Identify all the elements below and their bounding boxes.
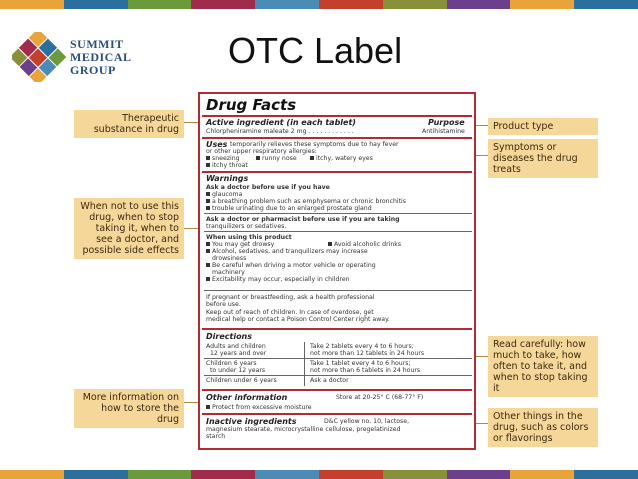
color-bar-segment xyxy=(191,470,255,479)
uses-heading: Uses xyxy=(206,140,228,149)
callout-more-info: More information on how to store the drug xyxy=(74,389,184,428)
uses-item: sneezing xyxy=(206,155,240,162)
divider-pregnant xyxy=(204,290,472,291)
uses-item: runny nose xyxy=(256,155,297,162)
summit-medical-group-logo xyxy=(12,32,132,82)
when-using-item: Excitability may occur, especially in children xyxy=(206,276,350,283)
other-store-line: Store at 20-25° C (68-77° F) xyxy=(336,394,424,401)
color-bar-segment xyxy=(191,0,255,9)
when-using-item: Avoid alcoholic drinks xyxy=(328,241,401,248)
color-bar-segment xyxy=(64,0,128,9)
color-bar-segment xyxy=(128,0,192,9)
connector-product-type xyxy=(474,125,488,126)
callout-read-carefully: Read carefully: how much to take, how often to take it, and when to stop taking it xyxy=(488,336,598,397)
ask-doctor-item: glaucoma xyxy=(206,191,242,198)
divider-other-info xyxy=(202,389,472,391)
directions-dose: Take 2 tablets every 4 to 6 hours; xyxy=(310,343,414,350)
connector-other-things xyxy=(474,423,488,424)
directions-column-divider xyxy=(304,342,305,386)
purpose-value: Antihistamine xyxy=(422,128,465,135)
directions-dose: Ask a doctor xyxy=(310,377,349,384)
directions-who: Children 6 years xyxy=(206,360,257,367)
ask-doctor-line: Ask a doctor before use if you have xyxy=(206,184,330,191)
divider-when-using xyxy=(204,231,472,232)
color-bar-segment xyxy=(0,470,64,479)
drug-facts-label xyxy=(198,92,476,450)
color-bar-segment xyxy=(383,0,447,9)
color-bar-segment xyxy=(574,0,638,9)
active-ingredient-heading: Active ingredient (in each tablet) xyxy=(206,118,356,127)
directions-row-divider xyxy=(204,358,472,359)
when-using-line: When using this product xyxy=(206,234,292,241)
connector-read-carefully xyxy=(474,356,488,357)
logo-line-summit: SUMMIT xyxy=(70,37,124,51)
when-using-item: drowsiness xyxy=(212,255,247,262)
color-bar-segment xyxy=(255,470,319,479)
color-bar-segment xyxy=(319,0,383,9)
slide-title: OTC Label xyxy=(228,30,403,71)
when-using-item: machinery xyxy=(212,269,245,276)
directions-who: Adults and children xyxy=(206,343,266,350)
ask-doctor-item: a breathing problem such as emphysema or chronic bronchitis xyxy=(206,198,406,205)
inactive-ingredients-heading: Inactive ingredients xyxy=(206,417,297,426)
when-using-item: You may get drowsy xyxy=(206,241,274,248)
keep-out-line-1: Keep out of reach of children. In case of overdose, get xyxy=(206,309,374,316)
color-bar-segment xyxy=(255,0,319,9)
divider-title xyxy=(202,115,472,117)
divider-inactive xyxy=(202,413,472,415)
divider-warnings xyxy=(202,171,472,173)
directions-who: to under 12 years xyxy=(210,367,266,374)
color-bar-segment xyxy=(0,0,64,9)
uses-text-2: or other upper respiratory allergies: xyxy=(206,148,317,155)
uses-item: itchy, watery eyes xyxy=(310,155,373,162)
connector-symptoms xyxy=(474,155,488,156)
color-bar-segment xyxy=(574,470,638,479)
top-color-bar xyxy=(0,0,638,9)
directions-row-divider xyxy=(204,375,472,376)
when-using-item: Alcohol, sedatives, and tranquilizers may increase xyxy=(206,248,368,255)
drug-facts-title: Drug Facts xyxy=(206,96,297,114)
bottom-color-bar xyxy=(0,470,638,479)
callout-therapeutic: Therapeutic substance in drug xyxy=(74,110,184,138)
active-ingredient-line: Chlorpheniramine maleate 2 mg . . . . . . . . . . . . xyxy=(206,128,354,135)
directions-dose: not more than 6 tablets in 24 hours xyxy=(310,367,421,374)
keep-out-line-2: medical help or contact a Poison Control Center right away. xyxy=(206,316,390,323)
directions-dose: not more than 12 tablets in 24 hours xyxy=(310,350,425,357)
uses-text-1: temporarily relieves these symptoms due to hay fever xyxy=(230,141,399,148)
divider-directions xyxy=(202,328,472,330)
ask-doctor-item: trouble urinating due to an enlarged prostate gland xyxy=(206,205,372,212)
logo-line-medical: MEDICAL xyxy=(70,50,132,64)
color-bar-segment xyxy=(383,470,447,479)
color-bar-segment xyxy=(319,470,383,479)
color-bar-segment xyxy=(510,470,574,479)
inactive-line-3: starch xyxy=(206,433,226,440)
when-using-item: Be careful when driving a motor vehicle or operating xyxy=(206,262,376,269)
uses-item: itchy throat xyxy=(206,162,248,169)
other-protect-line: Protect from excessive moisture xyxy=(206,404,312,411)
color-bar-segment xyxy=(128,470,192,479)
callout-when-not: When not to use this drug, when to stop taking it, when to see a doctor, and possible side effects xyxy=(74,198,184,259)
pregnant-line-1: If pregnant or breastfeeding, ask a health professional xyxy=(206,294,375,301)
logo-line-group: GROUP xyxy=(70,63,116,77)
directions-dose: Take 1 tablet every 4 to 6 hours; xyxy=(310,360,411,367)
inactive-line-2: magnesium stearate, microcrystalline cellulose, pregelatinized xyxy=(206,426,401,433)
callout-product-type: Product type xyxy=(488,118,598,135)
color-bar-segment xyxy=(447,470,511,479)
directions-who: Children under 6 years xyxy=(206,377,277,384)
pregnant-line-2: before use. xyxy=(206,301,241,308)
inactive-line-1: D&C yellow no. 10, lactose, xyxy=(324,418,410,425)
directions-who: 12 years and over xyxy=(210,350,267,357)
other-information-heading: Other information xyxy=(206,393,288,402)
color-bar-segment xyxy=(447,0,511,9)
purpose-heading: Purpose xyxy=(428,118,465,127)
color-bar-segment xyxy=(64,470,128,479)
warnings-heading: Warnings xyxy=(206,174,249,183)
ask-pharm-line-1: Ask a doctor or pharmacist before use if you are taking xyxy=(206,216,400,223)
ask-pharm-line-2: tranquilizers or sedatives. xyxy=(206,223,287,230)
divider-uses xyxy=(202,137,472,139)
diamond-logo-icon xyxy=(12,32,68,82)
callout-other-things: Other things in the drug, such as colors or flavorings xyxy=(488,408,598,447)
divider-ask-pharm xyxy=(204,213,472,214)
directions-heading: Directions xyxy=(206,332,253,341)
color-bar-segment xyxy=(510,0,574,9)
callout-symptoms: Symptoms or diseases the drug treats xyxy=(488,139,598,178)
